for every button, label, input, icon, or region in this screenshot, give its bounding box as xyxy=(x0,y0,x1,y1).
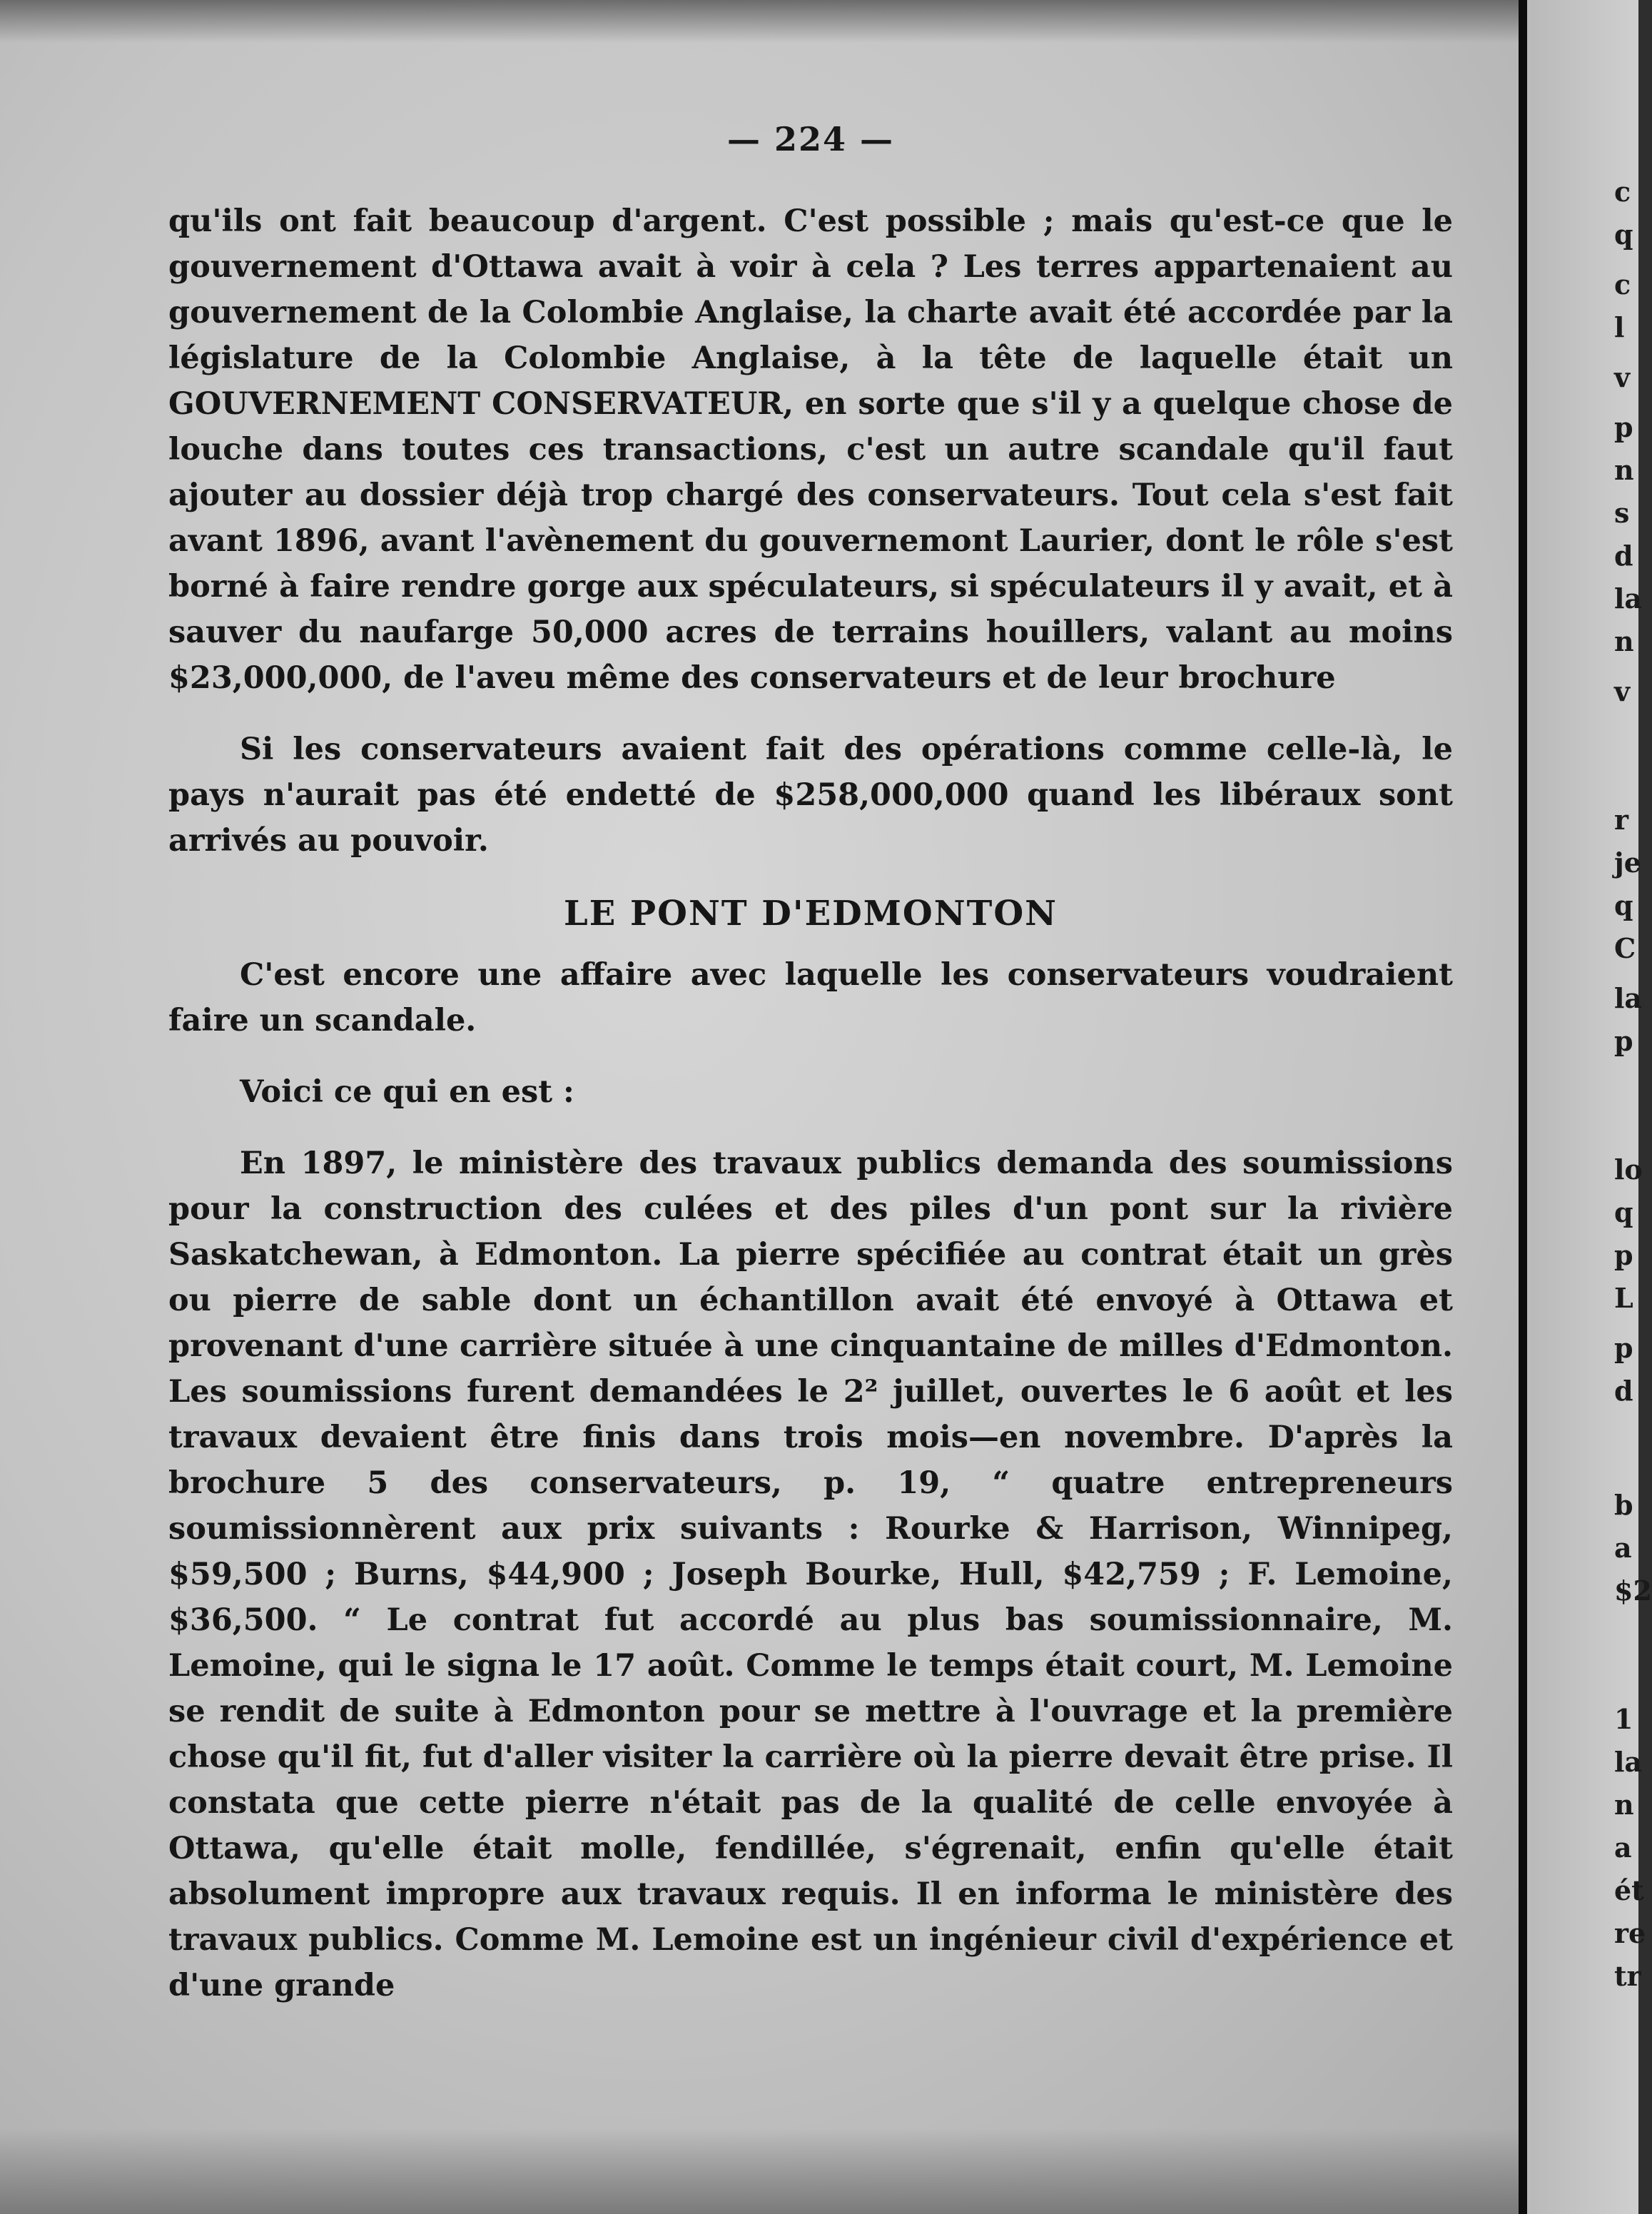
adjacent-page-text-fragment: q xyxy=(1614,218,1633,251)
adjacent-page-text-fragment: la xyxy=(1614,582,1643,615)
scan-bottom-shadow xyxy=(0,2128,1638,2214)
paragraph-debt: Si les conservateurs avaient fait des opérations comme celle-là, le pays n'aurait pas été endetté de $258,000,000 quand les libéraux sont arrivés au pouvoir. xyxy=(168,732,1453,859)
adjacent-page-strip xyxy=(1527,0,1652,2214)
adjacent-page-text-fragment: q xyxy=(1614,889,1633,921)
adjacent-page-text-fragment: la xyxy=(1614,982,1643,1014)
adjacent-page-text-fragment: je xyxy=(1614,846,1641,879)
adjacent-page-text-fragment: p xyxy=(1614,1239,1633,1271)
adjacent-page-text-fragment: l xyxy=(1614,311,1625,343)
adjacent-page-text-fragment: c xyxy=(1614,176,1631,208)
adjacent-page-text-fragment: b xyxy=(1614,1489,1633,1521)
document-page xyxy=(168,107,1453,2034)
adjacent-page-text-fragment: s xyxy=(1614,497,1630,529)
page-number: — 224 — xyxy=(726,120,895,158)
adjacent-page-text-fragment: $2 xyxy=(1614,1574,1652,1607)
adjacent-page-text-fragment: q xyxy=(1614,1196,1633,1228)
adjacent-page-text-fragment: lo xyxy=(1614,1153,1643,1186)
adjacent-page-text-fragment: v xyxy=(1614,361,1631,393)
adjacent-page-text-fragment: n xyxy=(1614,1789,1634,1821)
adjacent-page-text-fragment: n xyxy=(1614,625,1634,657)
adjacent-page-text-fragment: L xyxy=(1614,1282,1633,1314)
adjacent-page-text-fragment: d xyxy=(1614,540,1633,572)
adjacent-page-text-fragment: p xyxy=(1614,1025,1633,1057)
adjacent-page-text-fragment: re xyxy=(1614,1917,1646,1949)
adjacent-page-text-fragment: r xyxy=(1614,804,1629,836)
adjacent-page-text-fragment: C xyxy=(1614,932,1636,964)
page-fold-line xyxy=(1519,0,1527,2214)
paragraph-intro: C'est encore une affaire avec laquelle les conservateurs voudraient faire un scandale. xyxy=(168,957,1453,1038)
adjacent-page-text-fragment: a xyxy=(1614,1532,1632,1564)
paragraph-voici: Voici ce qui en est : xyxy=(240,1074,574,1110)
paragraph-bridge-contract: En 1897, le ministère des travaux publics demanda des soumissions pour la construction des culées et des piles d'un pont sur la rivière Saskatchewan, à Edmonton. La pierre spécifiée au contrat était un grès ou pierre de sable dont un échantillon avait été envoyé à Ottawa et provenant d'une carrière située à une cinquantaine de milles d'Edmonton. Les soumissions furent demandées le 2² juillet, ouvertes le 6 août et les travaux devaient être finis dans trois mois—en novembre. D'après la brochure 5 des conservateurs, p. 19, “ quatre entrepreneurs soumissionnèrent aux prix suivants : Rourke & Harrison, Winnipeg, $59,500 ; Burns, $44,900 ; Joseph Bourke, Hull, $42,759 ; F. Lemoine, $36,500. “ Le contrat fut accordé au plus bas soumissionnaire, M. Lemoine, qui le signa le 17 août. Comme le temps était court, M. Lemoine se rendit de suite à Edmonton pour se mettre à l'ouvrage et la première chose qu'il fit, fut d'aller visiter la carrière où la pierre devait être prise. Il constata que cette pierre n'était pas de la qualité de celle envoyée à Ottawa, qu'elle était molle, fendillée, s'égrenait, enfin qu'elle était absolument impropre aux travaux requis. Il en informa le ministère des travaux publics. Comme M. Lemoine est un ingénieur civil d'expérience et d'une grande xyxy=(168,1146,1453,2003)
adjacent-page-text-fragment: 1 xyxy=(1614,1703,1633,1735)
adjacent-page-text-fragment: d xyxy=(1614,1375,1633,1407)
adjacent-page-text-fragment: tr xyxy=(1614,1960,1641,1992)
paragraph-continuation: qu'ils ont fait beaucoup d'argent. C'est possible ; mais qu'est-ce que le gouvernement d'Ottawa avait à voir à cela ? Les terres appartenaient au gouvernement de la Colombie Anglaise, la charte avait été accordée par la législature de la Colombie Anglaise, à la tête de laquelle était un GOUVERNEMENT CONSERVATEUR, en sorte que s'il y a quelque chose de louche dans toutes ces transactions, c'est un autre scandale qu'il faut ajouter au dossier déjà trop chargé des conservateurs. Tout cela s'est fait avant 1896, avant l'avènement du gouvernemont Laurier, dont le rôle s'est borné à faire rendre gorge aux spéculateurs, si spéculateurs il y avait, et à sauver du naufarge 50,000 acres de terrains houillers, valant au moins $23,000,000, de l'aveu même des conservateurs et de leur brochure xyxy=(168,203,1453,696)
scan-top-shadow xyxy=(0,0,1638,43)
adjacent-page-text-fragment: v xyxy=(1614,675,1631,707)
adjacent-page-text-fragment: a xyxy=(1614,1831,1632,1864)
adjacent-page-text-fragment: n xyxy=(1614,454,1634,486)
adjacent-page-text-fragment: p xyxy=(1614,1332,1633,1364)
adjacent-page-text-fragment: la xyxy=(1614,1746,1643,1778)
section-title: LE PONT D'EDMONTON xyxy=(563,894,1058,934)
adjacent-page-text-fragment: c xyxy=(1614,268,1631,300)
adjacent-page-text-fragment: p xyxy=(1614,411,1633,443)
adjacent-page-text-fragment: ét xyxy=(1614,1874,1644,1906)
